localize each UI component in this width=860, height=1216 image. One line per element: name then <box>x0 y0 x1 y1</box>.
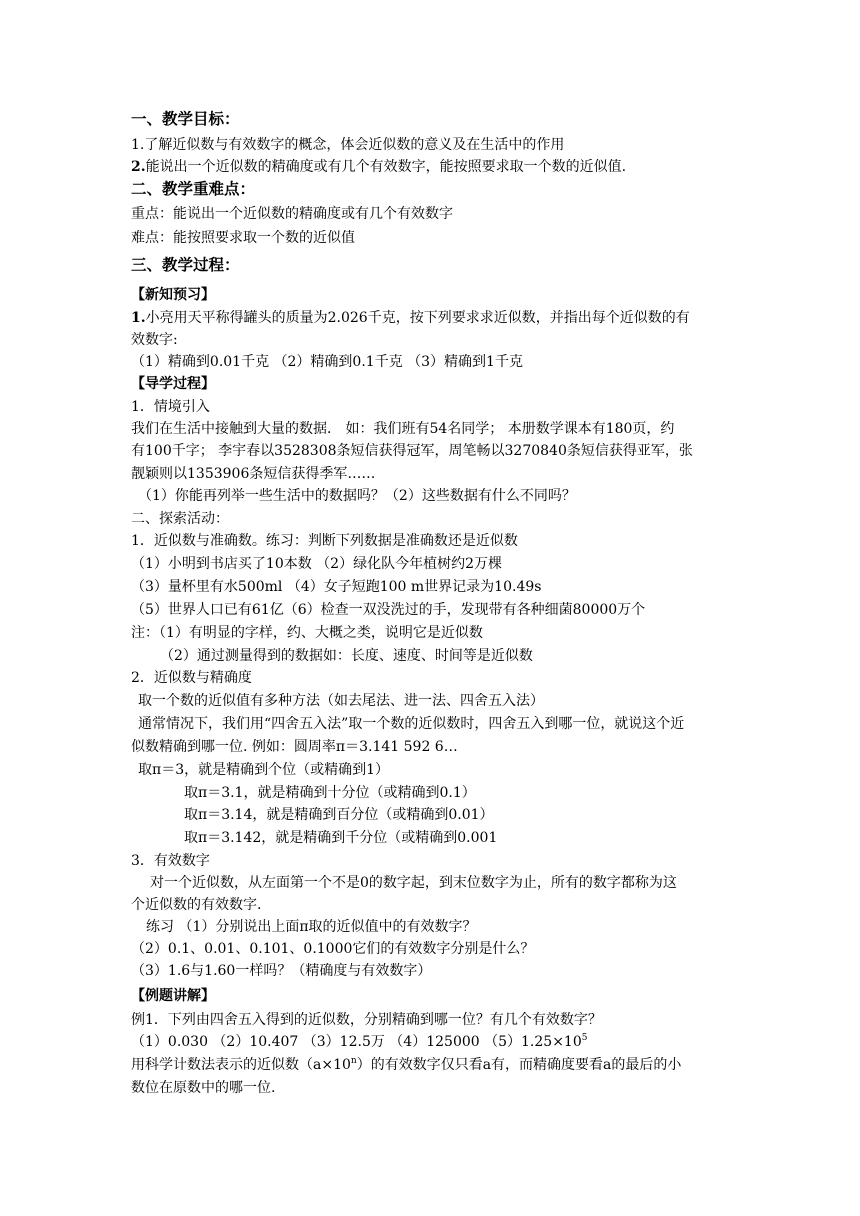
note-2: （2）通过测量得到的数据如：长度、速度、时间等是近似数 <box>160 648 533 664</box>
intro-questions: （1）你能再列举一些生活中的数据吗？（2）这些数据有什么不同吗？ <box>138 488 576 504</box>
pi-approx-2: 取π＝3.1，就是精确到十分位（或精确到0.1） <box>184 785 476 801</box>
pi-approx-1: 取π＝3，就是精确到个位（或精确到1） <box>138 762 390 778</box>
intro-heading: 1．情境引入 <box>131 399 210 415</box>
sig-fig-definition-line-1: 对一个近似数，从左面第一个不是0的数字起，到末位数字为止，所有的数字都称为这 <box>150 875 677 891</box>
preview-question-1-cont: 效数字: <box>131 332 178 348</box>
preview-question-1-options: （1）精确到0.01千克 （2）精确到0.1千克 （3）精确到1千克 <box>131 354 523 370</box>
section-heading-process: 三、教学过程： <box>131 256 240 274</box>
sig-fig-definition-line-2: 个近似数的有效数字. <box>131 897 262 913</box>
preview-title: 【新知预习】 <box>131 287 215 303</box>
intro-paragraph-line-3: 靓颖则以1353906条短信获得季军…… <box>131 466 376 482</box>
objective-2: 2.能说出一个近似数的精确度或有几个有效数字，能按照要求取一个数的近似值. <box>131 159 627 175</box>
practice-2: （2）0.1、0.01、0.101、0.1000它们的有效数字分别是什么？ <box>131 941 535 957</box>
example-1: 例1．下列由四舍五入得到的近似数，分别精确到哪一位？有几个有效数字？ <box>131 1012 602 1028</box>
practice-3: （3）1.6与1.60一样吗？（精确度与有效数字） <box>131 963 432 979</box>
explore-2-line-3: 似数精确到哪一位. 例如：圆周率π＝3.141 592 6… <box>131 739 458 755</box>
example-title: 【例题讲解】 <box>131 988 215 1004</box>
objective-1: 1.了解近似数与有效数字的概念，体会近似数的意义及在生活中的作用 <box>131 137 565 153</box>
example-1-options: （1）0.030 （2）10.407 （3）12.5万 （4）125000 $(5)1.25\times 10^5$ <box>131 1033 588 1050</box>
explore-1-line-1: （1）小明到书店买了10本数 （2）绿化队今年植树约2万棵 <box>131 556 502 572</box>
scientific-notation-line-1: 用科学计数法表示的近似数$(a\times 10^n)$的有效数字仅只看a有，而精确度要看a的最后的小 <box>131 1056 682 1073</box>
preview-question-1: 1.小亮用天平称得罐头的质量为2.026千克，按下列要求求近似数，并指出每个近似数的有 <box>131 310 690 326</box>
explore-3-title: 3．有效数字 <box>131 853 210 869</box>
explore-heading: 二、探索活动： <box>131 511 229 527</box>
explore-1-line-2: （3）量杯里有水500ml （4）女子短跑100 m世界记录为10.49s <box>131 579 542 595</box>
explore-2-line-1: 取一个数的近似值有多种方法（如去尾法、进一法、四舍五入法） <box>138 693 544 709</box>
explore-1-title: 1．近似数与准确数。练习：判断下列数据是准确数还是近似数 <box>131 533 518 549</box>
section-heading-objectives: 一、教学目标： <box>131 110 240 128</box>
practice-1: 练习 （1）分别说出上面π取的近似值中的有效数字？ <box>146 919 477 935</box>
pi-approx-4: 取π＝3.142，就是精确到千分位（或精确到0.001 <box>184 830 498 846</box>
intro-paragraph-line-2: 有100千字； 李宇春以3528308条短信获得冠军，周笔畅以3270840条短信获得亚军，张 <box>131 443 693 459</box>
explore-2-line-2: 通常情况下，我们用“四舍五入法”取一个数的近似数时，四舍五入到哪一位，就说这个近 <box>138 716 685 732</box>
note-1: 注：（1）有明显的字样，约、大概之类，说明它是近似数 <box>131 625 483 641</box>
key-point: 重点：能说出一个近似数的精确度或有几个有效数字 <box>131 206 453 222</box>
section-heading-key-points: 二、教学重难点： <box>131 180 256 198</box>
difficult-point: 难点：能按照要求取一个数的近似值 <box>131 230 355 246</box>
guide-title: 【导学过程】 <box>131 376 215 392</box>
explore-2-title: 2．近似数与精确度 <box>131 670 252 686</box>
pi-approx-3: 取π＝3.14，就是精确到百分位（或精确到0.01） <box>184 807 494 823</box>
intro-paragraph-line-1: 我们在生活中接触到大量的数据． 如：我们班有54名同学； 本册数学课本有180页，约 <box>131 421 675 437</box>
scientific-notation-line-2: 数位在原数中的哪一位. <box>131 1080 276 1096</box>
explore-1-line-3: （5）世界人口已有61亿（6）检查一双没洗过的手，发现带有各种细菌80000万个 <box>131 602 646 618</box>
